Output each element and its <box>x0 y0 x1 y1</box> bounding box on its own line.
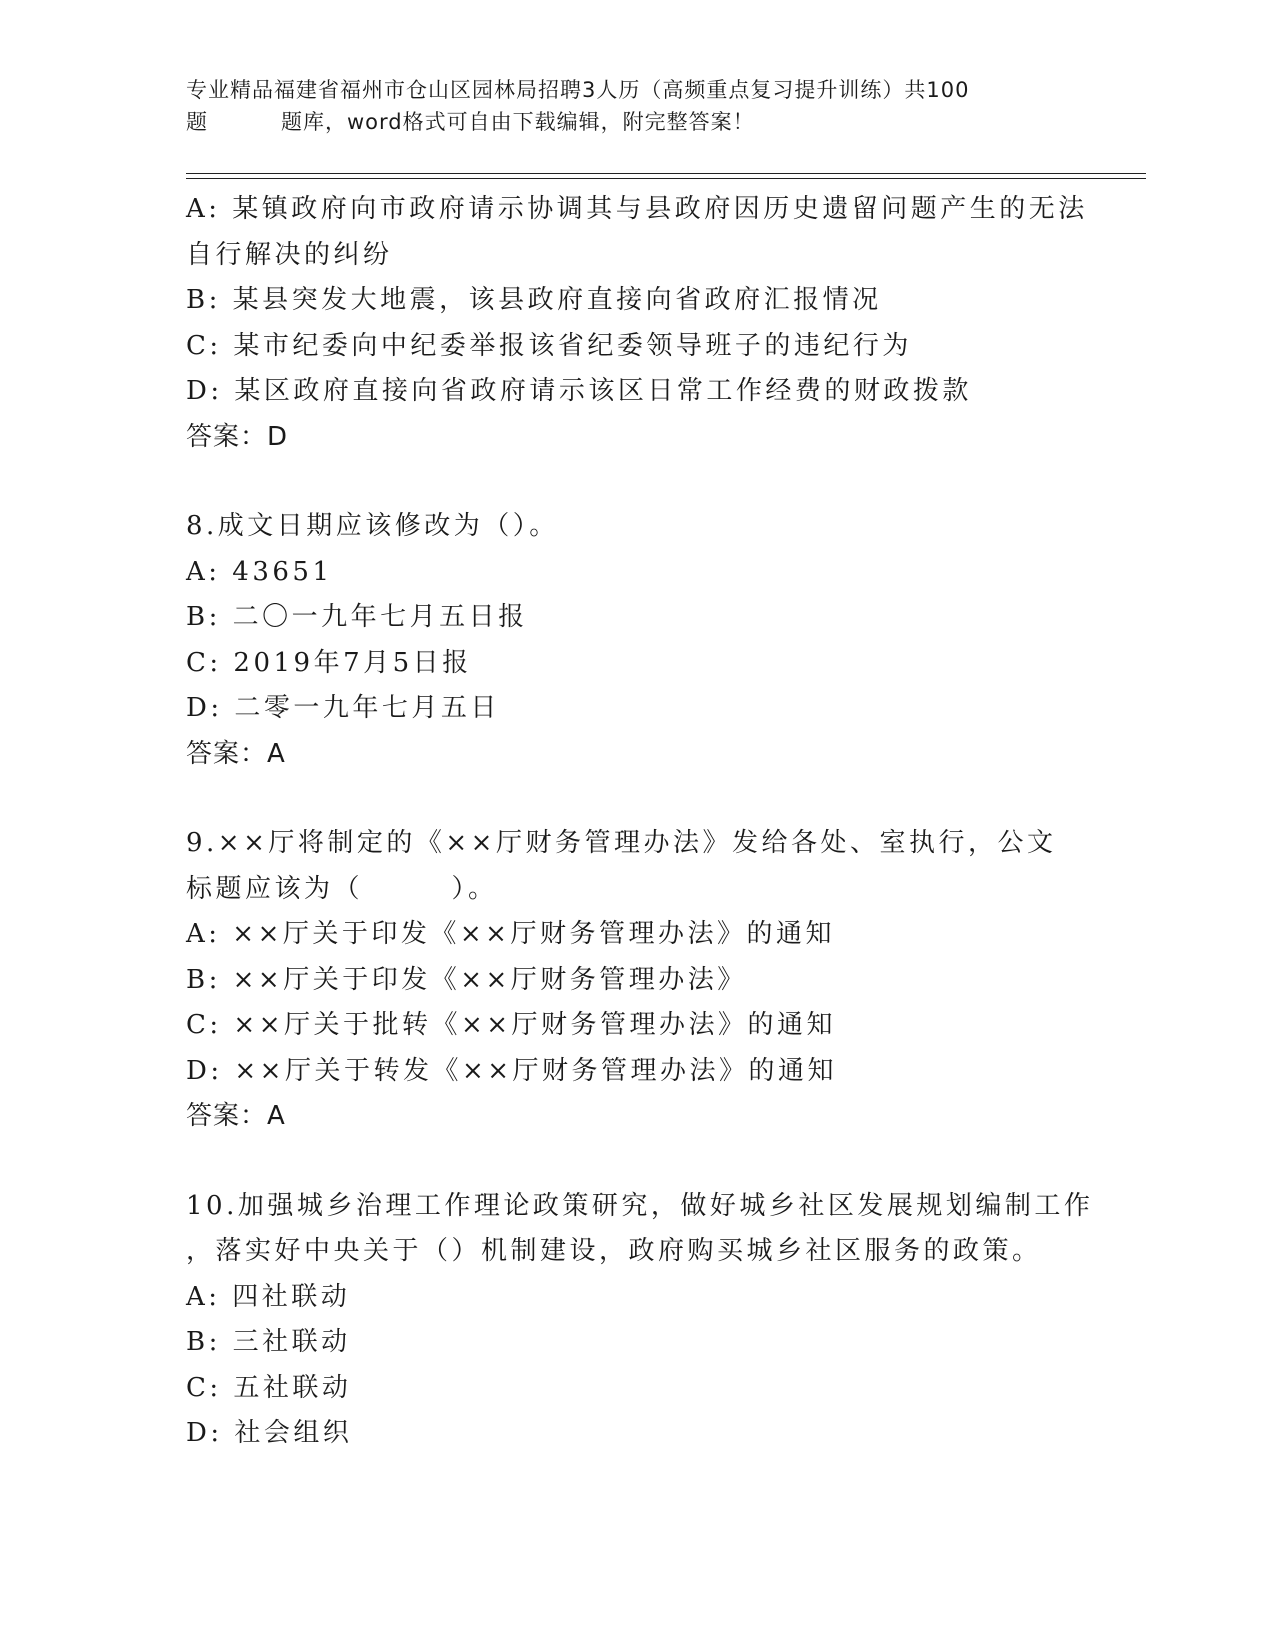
option-d: D: ××厅关于转发《××厅财务管理办法》的通知 <box>186 1055 838 1086</box>
option-b: B: 某县突发大地震，该县政府直接向省政府汇报情况 <box>186 285 882 315</box>
header-title-line2-lead: 题 <box>186 110 208 134</box>
spacer <box>186 1140 1106 1184</box>
header-divider-top <box>186 173 1146 174</box>
option-c: C: 某市纪委向中纪委举报该省纪委领导班子的违纪行为 <box>186 330 912 361</box>
question-block-10 <box>186 1184 1106 1457</box>
question-block-8 <box>186 504 1106 777</box>
question-stem-line1: 10.加强城乡治理工作理论政策研究，做好城乡社区发展规划编制工作 <box>186 1190 1094 1221</box>
option-d: D: 某区政府直接向省政府请示该区日常工作经费的财政拨款 <box>186 376 972 406</box>
header-title-line1: 专业精品福建省福州市仓山区园林局招聘3人历（高频重点复习提升训练）共100 <box>186 78 970 102</box>
option-b: B: 三社联动 <box>186 1327 351 1357</box>
question-block-prev <box>186 187 1106 460</box>
question-stem-line2: ，落实好中央关于（）机制建设，政府购买城乡社区服务的政策。 <box>186 1236 1042 1266</box>
header-title-line2-rest: 题库，word格式可自由下载编辑，附完整答案！ <box>281 110 755 134</box>
option-a-line2: 自行解决的纠纷 <box>186 239 393 270</box>
question-stem-line2: 标题应该为（ ）。 <box>186 873 498 904</box>
document-header <box>186 74 1106 138</box>
question-content <box>186 187 1106 1457</box>
option-a: A: 43651 <box>186 556 333 587</box>
question-stem-line1: 9.××厅将制定的《××厅财务管理办法》发给各处、室执行，公文 <box>186 828 1057 858</box>
option-b: B: ××厅关于印发《××厅财务管理办法》 <box>186 964 747 995</box>
option-d: D: 社会组织 <box>186 1418 353 1448</box>
option-b: B: 二〇一九年七月五日报 <box>186 602 528 632</box>
option-c: C: 2019年7月5日报 <box>186 647 472 678</box>
option-a: A: ××厅关于印发《××厅财务管理办法》的通知 <box>186 919 835 949</box>
answer-label: 答案：A <box>186 1101 286 1131</box>
option-d: D: 二零一九年七月五日 <box>186 693 500 723</box>
header-title-line2 <box>186 106 1106 138</box>
spacer <box>186 460 1106 504</box>
answer-label: 答案：A <box>186 738 286 769</box>
option-c: C: 五社联动 <box>186 1372 352 1403</box>
header-divider-bottom <box>186 178 1146 179</box>
option-a-line1: A: 某镇政府向市政府请示协调其与县政府因历史遗留问题产生的无法 <box>186 194 1088 224</box>
question-block-9 <box>186 821 1106 1140</box>
question-stem: 8.成文日期应该修改为（）。 <box>186 511 559 541</box>
answer-label: 答案：D <box>186 421 289 452</box>
spacer <box>186 777 1106 821</box>
option-a: A: 四社联动 <box>186 1281 351 1312</box>
option-c: C: ××厅关于批转《××厅财务管理办法》的通知 <box>186 1010 837 1040</box>
